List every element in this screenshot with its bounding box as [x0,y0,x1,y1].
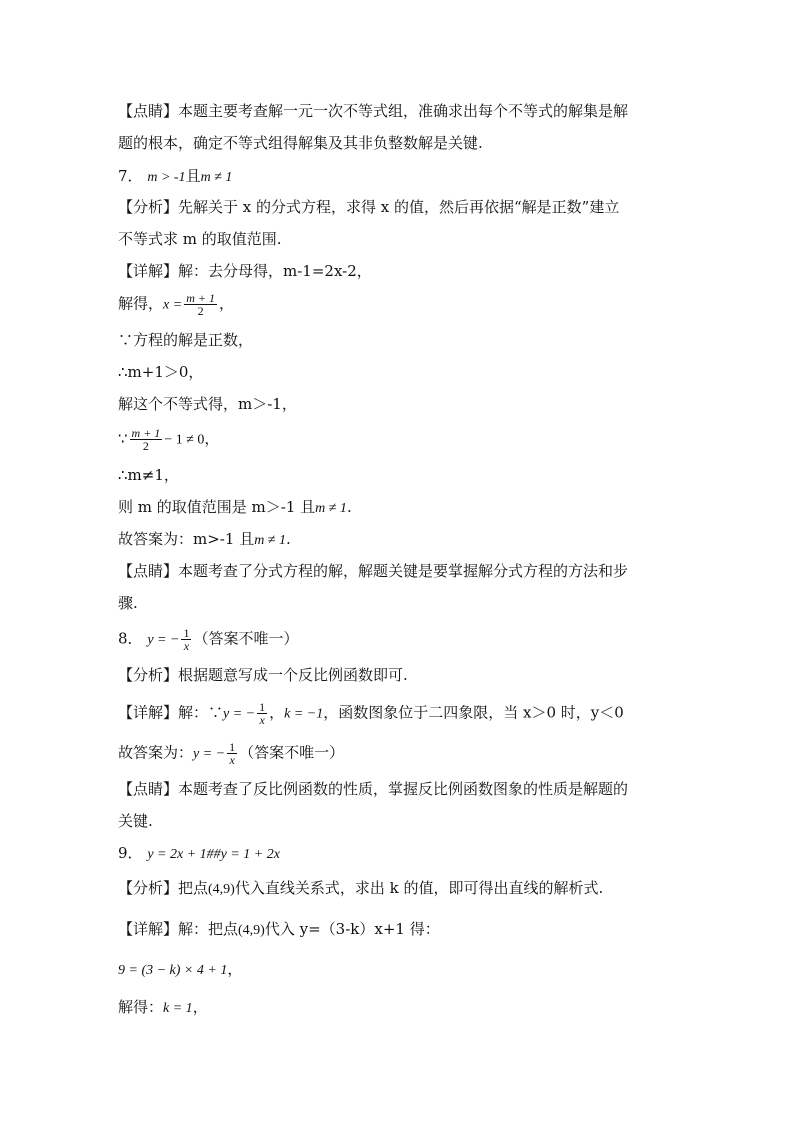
text-line: 不等式求 m 的取值范围. [118,230,282,248]
analysis-line: 【分析】把点(4,9)代入直线关系式，求出 k 的值，即可得出直线的解析式. [118,879,604,897]
math-line: 解得：k = 1， [118,998,208,1016]
fraction: $\frac{m + 1}{2}$ [131,426,161,453]
text-line: 题的根本，确定不等式组得解集及其非负整数解是关键. [118,134,483,152]
text-line: 骤. [118,594,138,612]
text-line: 则 m 的取值范围是 m＞-1 且m ≠ 1. [118,498,352,516]
fraction: $\frac{1}{x}$ [259,700,266,727]
text-line: 【点睛】本题考查了反比例函数的性质，掌握反比例函数图象的性质是解题的 [118,780,629,798]
answer-line: 故答案为：m>-1 且m ≠ 1. [118,530,291,548]
text-line: ∵方程的解是正数， [118,331,254,349]
analysis-line: 【分析】根据题意写成一个反比例函数即可. [118,666,408,684]
question-7-answer: 7． m > -1且m ≠ 1 [118,167,233,185]
text-line: 【点睛】本题主要考查解一元一次不等式组，准确求出每个不等式的解集是解 [118,102,629,120]
text-line: 解这个不等式得，m＞-1， [118,395,297,413]
text-line: ∴m≠1， [118,466,179,484]
text-line: 【点睛】本题考查了分式方程的解，解题关键是要掌握解分式方程的方法和步 [118,562,629,580]
fraction: $\frac{1}{x}$ [183,626,190,653]
answer-line: 故答案为：y = − $\frac{1}{x}$ （答案不唯一） [118,740,345,767]
question-9-answer: 9． y = 2x + 1##y = 1 + 2x [118,844,280,862]
math-line: 解得，x = $\frac{m + 1}{2}$ ， [118,291,234,318]
question-8-answer: 8． y = − $\frac{1}{x}$ （答案不唯一） [118,626,299,653]
fraction: $\frac{1}{x}$ [229,740,236,767]
math-line: ∵ $\frac{m + 1}{2}$ − 1 ≠ 0， [118,426,220,453]
detail-line: 【详解】解：去分母得，m-1=2x-2， [118,262,372,280]
text-line: 关键. [118,812,153,830]
fraction: $\frac{m + 1}{2}$ [186,291,215,318]
math-line: 9 = (3 − k) × 4 + 1， [118,960,243,978]
detail-line: 【详解】解：把点(4,9)代入 y=（3-k）x+1 得： [118,920,440,938]
analysis-line: 【分析】先解关于 x 的分式方程，求得 x 的值，然后再依据“解是正数”建立 [118,198,620,216]
detail-line: 【详解】解：∵y = − $\frac{1}{x}$ ，k = −1，函数图象位于二四象限，当 x＞0 时，y＜0 [118,700,624,727]
text-line: ∴m+1＞0， [118,363,204,381]
